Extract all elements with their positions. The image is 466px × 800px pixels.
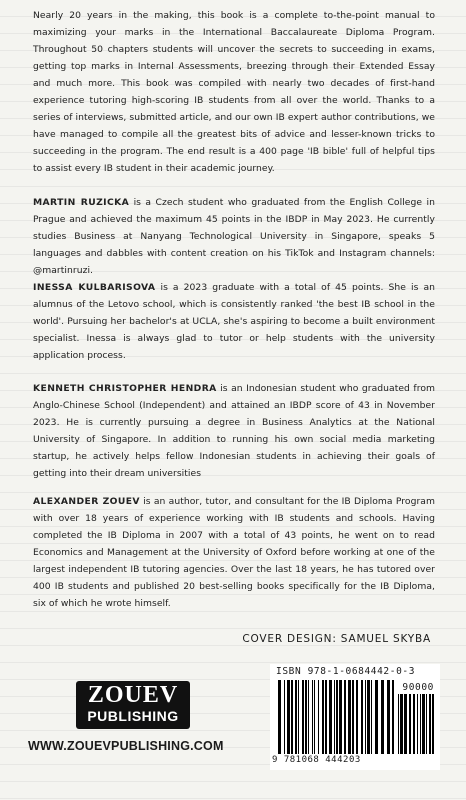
logo-line-1: ZOUEV: [87, 682, 179, 708]
barcode-addon-bars-icon: [398, 694, 434, 754]
barcode-bars-icon: [278, 680, 394, 754]
publisher-logo: [76, 681, 190, 729]
cover-design-credit: COVER DESIGN: SAMUEL SKYBA: [242, 633, 431, 645]
author-name-3: KENNETH CHRISTOPHER HENDRA: [33, 383, 217, 394]
author-name-2: INESSA KULBARISOVA: [33, 282, 156, 293]
author-bio-text-1: is a Czech student who graduated from the English College in Prague and achieved the maximum 45 points in the IBDP in May 2023. He currently studies Business at Nanyang Technological University in Singapore, speaks 5 languages and dabbles with content creation on his TikTok and Instagram channels: @martinruzi.: [33, 197, 435, 276]
author-bio-text-4: is an author, tutor, and consultant for the IB Diploma Program with over 18 years of experience working with IB students and schools. Having completed the IB Diploma in 2007 with a total of 43 points, he went on to read Economics and Management at the University of Oxford before working at one of the largest independent IB tutoring agencies. Over the last 18 years, he has tutored over 400 IB students and published 20 best-selling books specifically for the IB Diploma, six of which he wrote himself.: [33, 496, 435, 609]
price-code: 90000: [402, 682, 434, 693]
book-description: Nearly 20 years in the making, this book is a complete to-the-point manual to maximizing your marks in the International Baccalaureate Diploma Program. Throughout 50 chapters students will uncover the secrets to succeeding in exams, getting top marks in Internal Assessments, breezing through their Extended Essay and much more. This book was compiled with nearly two decades of first-hand experience tutoring high-scoring IB students from all over the world. Thanks to a series of interviews, submitted article, and our own IB expert author contributions, we have managed to compile all the greatest bits of advice and lesser-known tricks to succeeding in the program. The end result is a 400 page 'IB bible' full of helpful tips to assist every IB student in their academic journey.: [33, 10, 435, 174]
author-name-4: ALEXANDER ZOUEV: [33, 496, 140, 507]
isbn-text: ISBN 978-1-0684442-0-3: [276, 666, 416, 677]
author-bio-text-3: is an Indonesian student who graduated from Anglo-Chinese School (Independent) and attained an IBDP score of 43 in November 2023. He is currently pursuing a degree in Business Analytics at the National University of Singapore. In addition to running his own social media marketing startup, he actively helps fellow Indonesian students in achieving their goals of getting into their dream universities: [33, 383, 435, 479]
author-bio-text-2: is a 2023 graduate with a total of 45 points. She is an alumnus of the Letovo school, which is consistently ranked 'the best IB school in the world'. Pursuing her bachelor's at UCLA, she's aspiring to become a built environment specialist. Inessa is always glad to tutor or help students with the university application process.: [33, 282, 436, 361]
author-name-1: MARTIN RUZICKA: [33, 197, 130, 208]
author-bio-4: [33, 493, 435, 612]
barcode-number: 9 781068 444203: [272, 755, 361, 765]
logo-line-2: PUBLISHING: [87, 708, 179, 724]
publisher-website: WWW.ZOUEVPUBLISHING.COM: [28, 739, 224, 753]
barcode-panel: [270, 664, 440, 770]
author-bio-1: [33, 194, 435, 279]
author-bio-2: [33, 279, 435, 364]
author-bio-3: [33, 380, 435, 482]
